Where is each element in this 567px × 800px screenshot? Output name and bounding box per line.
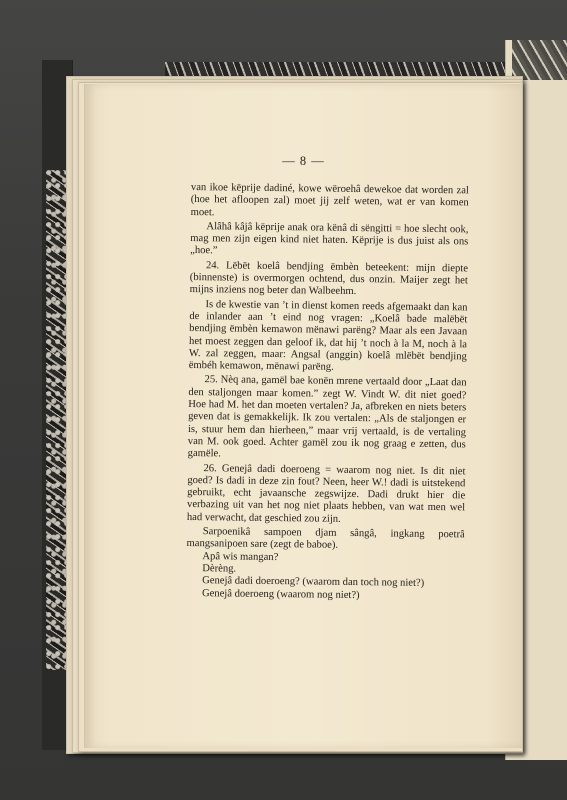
paragraph: Sarpoenikâ sampoen djam sângâ, ingkang poetrâ mangsanipoen sare (zegt de baboe). [186,526,465,552]
marbled-corner [512,40,567,80]
paragraph: Is de kwestie van ’t in dienst komen reeds afgemaakt dan kan de inlander aan ’t eind nog vragen: „Koelâ bade malëbët bendjing ëmbèn kemawon mënawi parëng? Maar als een Javaan het moest zeggen dan geloof ik, dat hij ’t noch à la M, noch à la W. zal zeggen, maar: Angsal (anggin) koelâ mlëbët bendjing ëmbéh kemawon, mënawi parëng. [188,298,468,373]
paragraph: 24. Lëbët koelâ bendjing ëmbèn beteekent: mijn diepte (binnenste) is overmorgen ochtend, dus onzin. Maijer zegt het mijns inziens nog beter dan Walbeehm. [189,259,469,298]
paragraph: 25. Nèq ana, gamël bae konën mrene vertaald door „Laat dan den staljongen maar komen.” zegt W. Vindt W. dit niet goed? Hoe had M. het dan moeten vertalen? Ja, afbreken en niets beters geven dat is gemakkelijk. Ik zou vertalen: „Als de staljongen er is, stuur hem dan hierheen,” maar vrij vertaald, is de vertaling van M. ook goed. Achter gamël zou ik nog graag e zetten, dus gamële. [187,374,467,460]
book-page [84,84,522,748]
marbled-edge [46,170,66,670]
dialogue-line: Genejâ dadi doeroeng? (waarom dan toch nog niet?) [202,575,425,590]
body-text [186,182,469,603]
dialogue-line: Genejâ doeroeng (waarom nog niet?) [201,587,360,601]
paragraph: Alâhâ kâjâ këprije anak ora kënâ di sëngitti = hoe slecht ook, mag men zijn eigen kind niet haten. Këprije is dus juist als ons „hoe.” [190,221,469,257]
dialogue-line: Dèrèng. [202,563,237,575]
page-number: — 8 — [282,154,325,168]
paragraph: van ikoe këprije dadiné, kowe wëroehâ dewekoe dat worden zal (hoe het afloopen zal) moet jij zelf weten, wat er van komen moet. [190,182,469,218]
paragraph: 26. Genejâ dadi doeroeng = waarom nog niet. Is dit niet goed? Is dadi in deze zin fout? Neen, heer W.! dadi is uitstekend gebruikt, echt javaansche zegswijze. Dadi drukt hier die verbazing uit van het nog niet plaats hebben, van wat men wel had verwacht, dat geschied zou zijn. [186,462,466,525]
dialogue-line: Apâ wis mangan? [202,550,279,563]
